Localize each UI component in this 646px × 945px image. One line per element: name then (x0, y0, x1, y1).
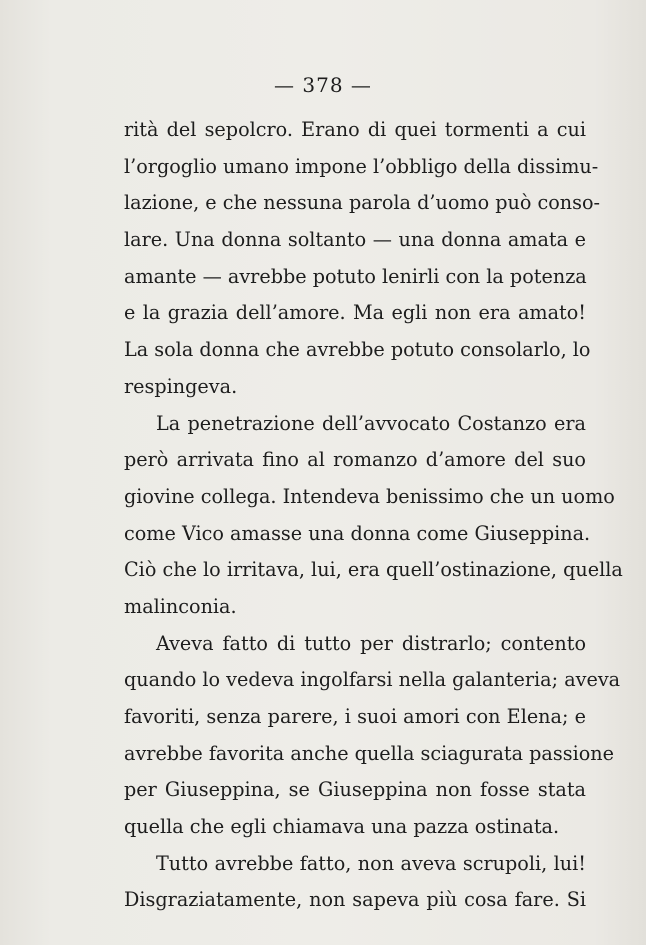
text-line: amante — avrebbe potuto lenirli con la potenza (124, 264, 587, 288)
text-line: lazione, e che nessuna parola d’uomo può conso- (124, 191, 601, 215)
text-line: e la grazia dell’amore. Ma egli non era amato! (124, 301, 586, 325)
text-line: rità del sepolcro. Erano di quei tormenti a cui (124, 118, 586, 141)
text-line: Disgraziatamente, non sapeva più cosa fare. Si (124, 888, 586, 912)
text-line: malinconia. (124, 594, 237, 618)
paragraph-3 (124, 626, 621, 846)
text-line: La sola donna che avrebbe potuto consolarlo, lo (124, 338, 591, 362)
paragraph-1 (124, 112, 601, 406)
paragraph-4 (124, 846, 586, 919)
body-text (124, 112, 623, 919)
paragraph-2 (124, 406, 623, 626)
page-number: — 378 — (274, 73, 372, 97)
text-line: per Giuseppina, se Giuseppina non fosse stata (124, 778, 586, 802)
text-line: Aveva fatto di tutto per distrarlo; contento (156, 631, 586, 655)
text-line: quella che egli chiamava una pazza ostinata. (124, 815, 560, 839)
text-line: La penetrazione dell’avvocato Costanzo era (156, 411, 586, 435)
text-line: Ciò che lo irritava, lui, era quell’ostinazione, quella (124, 558, 623, 582)
text-line: lare. Una donna soltanto — una donna amata e (124, 228, 586, 252)
text-line: avrebbe favorita anche quella sciagurata passione (124, 741, 614, 765)
text-line: respingeva. (124, 374, 238, 398)
text-line: quando lo vedeva ingolfarsi nella galanteria; aveva (124, 668, 621, 692)
text-line: giovine collega. Intendeva benissimo che un uomo (124, 484, 615, 508)
text-line: favoriti, senza parere, i suoi amori con Elena; e (124, 705, 586, 728)
text-line: Tutto avrebbe fatto, non aveva scrupoli, lui! (156, 851, 586, 875)
text-line: però arrivata fino al romanzo d’amore del suo (124, 448, 586, 472)
text-line: l’orgoglio umano impone l’obbligo della dissimu- (124, 154, 599, 178)
text-line: come Vico amasse una donna come Giuseppina. (124, 521, 591, 545)
